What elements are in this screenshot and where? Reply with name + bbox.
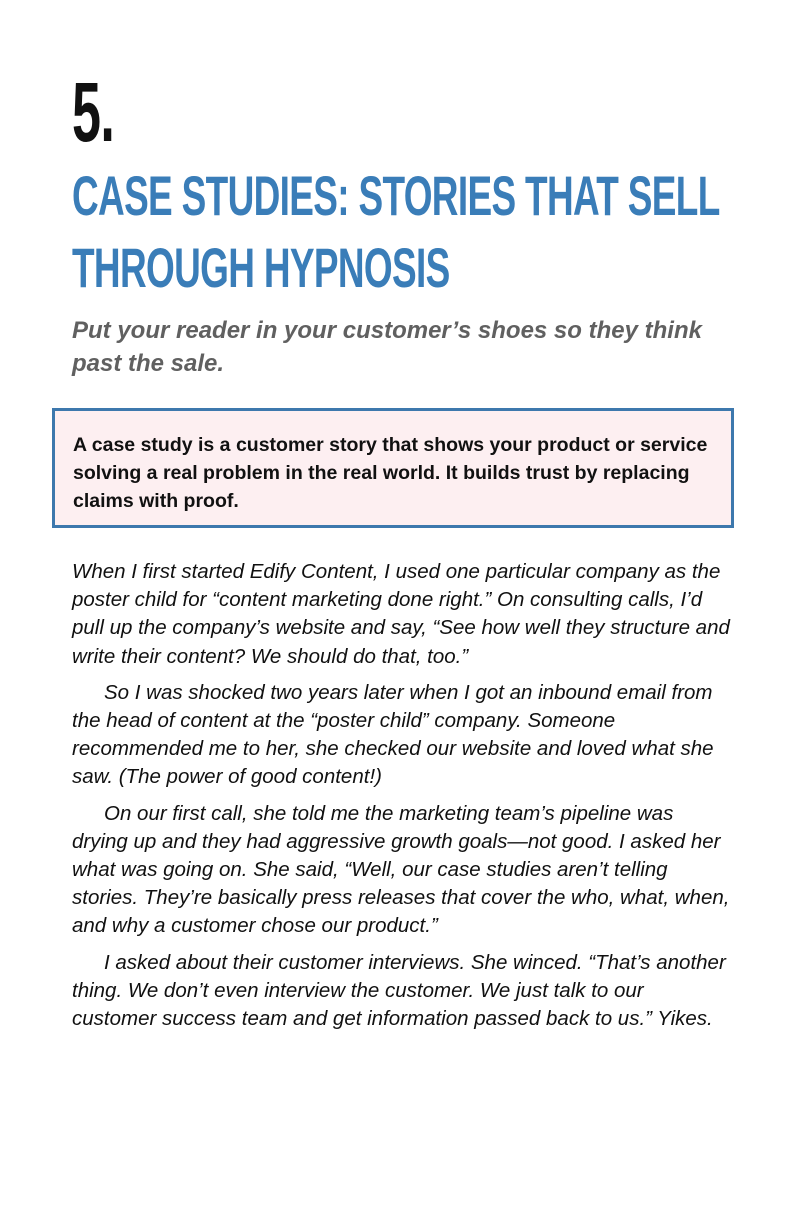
paragraph: So I was shocked two years later when I got an inbound email from the head of content at the “poster child” company. Someone recommended me to her, she checked our website and loved what she saw. (The power of good content!) (72, 680, 714, 789)
body-text (72, 558, 732, 1041)
chapter-number: 5. (72, 65, 115, 159)
paragraph: When I first started Edify Content, I used one particular company as the poster child for “content marketing done right.” On consulting calls, I’d pull up the company’s website and say, “See how well they structure and write their content? We should do that, too.” (72, 560, 730, 668)
paragraph: I asked about their customer interviews. She winced. “That’s another thing. We don’t even interview the customer. We just talk to our customer success team and get information passed back to us.” Yikes. (72, 950, 726, 1031)
chapter-title-line-1: CASE STUDIES: STORIES THAT SELL (72, 164, 720, 227)
chapter-subtitle: Put your reader in your customer’s shoes so they think past the sale. (72, 317, 702, 377)
chapter-header (72, 65, 732, 380)
paragraph: On our first call, she told me the marketing team’s pipeline was drying up and they had aggressive growth goals—not good. I asked her what was going on. She said, “Well, our case studies aren’t telling stories. They’re basically press releases that cover the who, what, when, and why a customer chose our product.” (72, 801, 730, 938)
chapter-title (72, 160, 732, 304)
chapter-title-line-2: THROUGH HYPNOSIS (72, 236, 450, 299)
callout-text: A case study is a customer story that shows your product or service solving a real problem in the real world. It builds trust by replacing claims with proof. (73, 434, 708, 512)
definition-callout-box (52, 408, 734, 528)
